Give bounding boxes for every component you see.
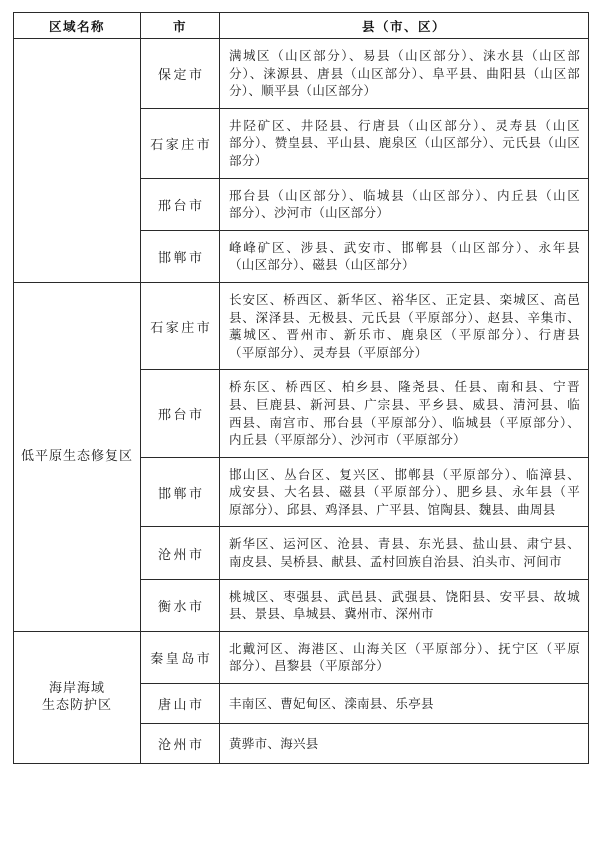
city-cell	[141, 724, 220, 764]
county-list-line: 分）、顺平县（山区部分）	[229, 83, 377, 99]
county-list-line: （山区部分）、磁县（山区部分）	[229, 257, 415, 273]
county-list-line: 成安县、大名县、磁县（平原部分）、肥乡县、永年县（平	[229, 484, 580, 500]
region-name-cell	[14, 39, 141, 283]
region-name-line: 海岸海域	[48, 681, 105, 697]
county-cell	[220, 631, 589, 683]
city-name: 秦皇岛市	[150, 651, 213, 667]
city-name: 沧州市	[157, 738, 205, 754]
table-header	[14, 13, 589, 39]
table-row	[14, 282, 589, 369]
county-cell	[220, 684, 589, 724]
county-cell	[220, 230, 589, 282]
city-cell	[141, 631, 220, 683]
county-list-line: 桃城区、枣强县、武邑县、武强县、饶阳县、安平县、故城	[229, 588, 580, 604]
table-body	[14, 39, 589, 764]
header-city: 市	[141, 13, 220, 39]
county-list-line: 峰峰矿区、涉县、武安市、邯郸县（山区部分）、永年县	[229, 239, 580, 255]
city-name: 沧州市	[157, 547, 205, 563]
table-row	[14, 39, 589, 109]
city-name: 衡水市	[157, 599, 205, 615]
city-name: 石家庄市	[150, 320, 213, 336]
city-cell	[141, 230, 220, 282]
header-region-name: 区域名称	[14, 13, 141, 39]
county-list-line: （平原部分）、灵寿县（平原部分）	[229, 344, 428, 360]
county-list-line: 县、景县、阜城县、冀州市、深州市	[229, 606, 434, 622]
county-list-line: 黄骅市、海兴县	[229, 735, 319, 751]
city-cell	[141, 457, 220, 527]
city-cell	[141, 39, 220, 109]
county-cell	[220, 282, 589, 369]
city-name: 邯郸市	[157, 486, 205, 502]
county-cell	[220, 370, 589, 457]
county-list-line: 邢台县（山区部分）、临城县（山区部分）、内丘县（山区	[229, 187, 580, 203]
county-list-line: 原部分）、邱县、鸡泽县、广平县、馆陶县、魏县、曲周县	[229, 501, 556, 517]
city-name: 邯郸市	[157, 250, 205, 266]
county-cell	[220, 108, 589, 178]
city-name: 石家庄市	[150, 137, 213, 153]
city-name: 保定市	[157, 67, 205, 83]
table-header-row	[14, 13, 589, 39]
city-cell	[141, 108, 220, 178]
county-cell	[220, 39, 589, 109]
region-name-cell	[14, 282, 141, 631]
city-cell	[141, 178, 220, 230]
county-list-line: 长安区、桥西区、新华区、裕华区、正定县、栾城区、高邑	[229, 291, 580, 307]
city-name: 唐山市	[157, 698, 205, 714]
county-list-line: 县、深泽县、无极县、元氏县（平原部分）、赵县、辛集市、	[229, 309, 580, 325]
county-list-line: 丰南区、曹妃甸区、滦南县、乐亭县	[229, 695, 434, 711]
county-list-line: 内丘县（平原部分）、沙河市（平原部分）	[229, 432, 466, 448]
county-cell	[220, 724, 589, 764]
city-name: 邢台市	[157, 198, 205, 214]
region-county-table	[13, 12, 589, 764]
county-cell	[220, 579, 589, 631]
county-list-line: 南皮县、吴桥县、献县、孟村回族自治县、泊头市、河间市	[229, 554, 562, 570]
region-name-line: 生态防护区	[41, 698, 112, 714]
city-name: 邢台市	[157, 408, 205, 423]
city-cell	[141, 579, 220, 631]
county-cell	[220, 457, 589, 527]
county-cell	[220, 178, 589, 230]
county-list-line: 西县、南宫市、邢台县（平原部分）、临城县（平原部分）、	[229, 414, 580, 430]
county-list-line: 部分）、赞皇县、平山县、鹿泉区（山区部分）、元氏县（山区	[229, 135, 580, 151]
county-list-line: 部分）、昌黎县（平原部分）	[229, 658, 390, 674]
county-list-line: 藁城区、晋州市、新乐市、鹿泉区（平原部分）、行唐县	[229, 327, 580, 343]
header-county: 县（市、区）	[220, 13, 589, 39]
county-list-line: 北戴河区、海港区、山海关区（平原部分）、抚宁区（平原	[229, 640, 580, 656]
county-list-line: 新华区、运河区、沧县、青县、东光县、盐山县、肃宁县、	[229, 536, 580, 552]
county-list-line: 邯山区、丛台区、复兴区、邯郸县（平原部分）、临漳县、	[229, 466, 580, 482]
city-cell	[141, 370, 220, 457]
county-list-line: 县、巨鹿县、新河县、广宗县、平乡县、威县、清河县、临	[229, 396, 580, 412]
county-list-line: 桥东区、桥西区、柏乡县、隆尧县、任县、南和县、宁晋	[229, 379, 580, 395]
table-row	[14, 631, 589, 683]
county-cell	[220, 527, 589, 579]
city-cell	[141, 684, 220, 724]
county-list-line: 满城区（山区部分）、易县（山区部分）、涞水县（山区部	[229, 48, 580, 63]
county-list-line: 分）、涞源县、唐县（山区部分）、阜平县、曲阳县（山区部	[229, 65, 580, 81]
county-list-line: 井陉矿区、井陉县、行唐县（山区部分）、灵寿县（山区	[229, 117, 580, 133]
county-list-line: 部分）、沙河市（山区部分）	[229, 205, 390, 221]
city-cell	[141, 527, 220, 579]
region-name-cell	[14, 631, 141, 763]
city-cell	[141, 282, 220, 369]
region-name-line: 低平原生态修复区	[20, 449, 133, 465]
county-list-line: 部分）	[229, 152, 268, 168]
